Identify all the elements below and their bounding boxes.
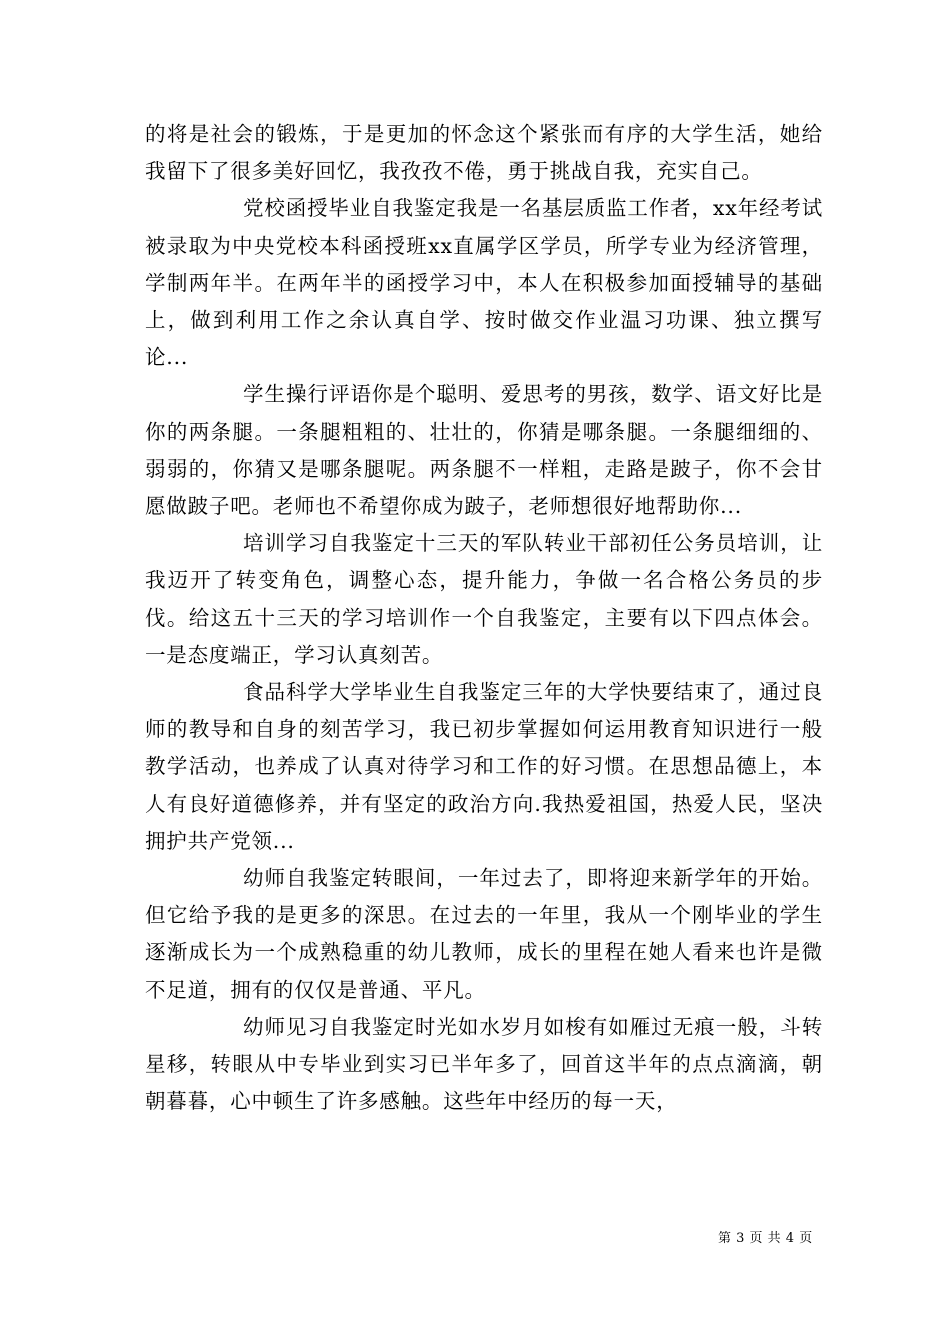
- paragraph-5: 食品科学大学毕业生自我鉴定三年的大学快要结束了，通过良师的教导和自身的刻苦学习，我已初步掌握如何运用教育知识进行一般教学活动，也养成了认真对待学习和工作的好习惯。在思想品德上，本人有良好道德修养，并有坚定的政治方向.我热爱祖国，热爱人民，坚决拥护共产党领...: [145, 680, 823, 853]
- paragraph-7: 幼师见习自我鉴定时光如水岁月如梭有如雁过无痕一般，斗转星移，转眼从中专毕业到实习已半年多了，回首这半年的点点滴滴，朝朝暮暮，心中顿生了许多感触。这些年中经历的每一天，: [145, 1014, 823, 1114]
- paragraph-2: 党校函授毕业自我鉴定我是一名基层质监工作者，xx年经考试被录取为中央党校本科函授班xx直属学区学员，所学专业为经济管理，学制两年半。在两年半的函授学习中，本人在积极参加面授辅导的基础上，做到利用工作之余认真自学、按时做交作业温习功课、独立撰写论...: [145, 196, 823, 370]
- paragraph-4: 培训学习自我鉴定十三天的军队转业干部初任公务员培训，让我迈开了转变角色，调整心态，提升能力，争做一名合格公务员的步伐。给这五十三天的学习培训作一个自我鉴定，主要有以下四点体会。一是态度端正，学习认真刻苦。: [145, 531, 823, 667]
- paragraph-1: 的将是社会的锻炼，于是更加的怀念这个紧张而有序的大学生活，她给我留下了很多美好回忆，我孜孜不倦，勇于挑战自我，充实自己。: [145, 122, 823, 184]
- body-text: [145, 116, 823, 1120]
- paragraph-6: 幼师自我鉴定转眼间，一年过去了，即将迎来新学年的开始。但它给予我的是更多的深思。在过去的一年里，我从一个刚毕业的学生逐渐成长为一个成熟稳重的幼儿教师，成长的里程在她人看来也许是微不足道，拥有的仅仅是普通、平凡。: [145, 866, 823, 1002]
- page-number-footer: 第 3 页 共 4 页: [718, 1231, 813, 1246]
- paragraph-3: 学生操行评语你是个聪明、爱思考的男孩，数学、语文好比是你的两条腿。一条腿粗粗的、壮壮的，你猜是哪条腿。一条腿细细的、弱弱的，你猜又是哪条腿呢。两条腿不一样粗，走路是跛子，你不会甘愿做跛子吧。老师也不希望你成为跛子，老师想很好地帮助你...: [145, 382, 823, 519]
